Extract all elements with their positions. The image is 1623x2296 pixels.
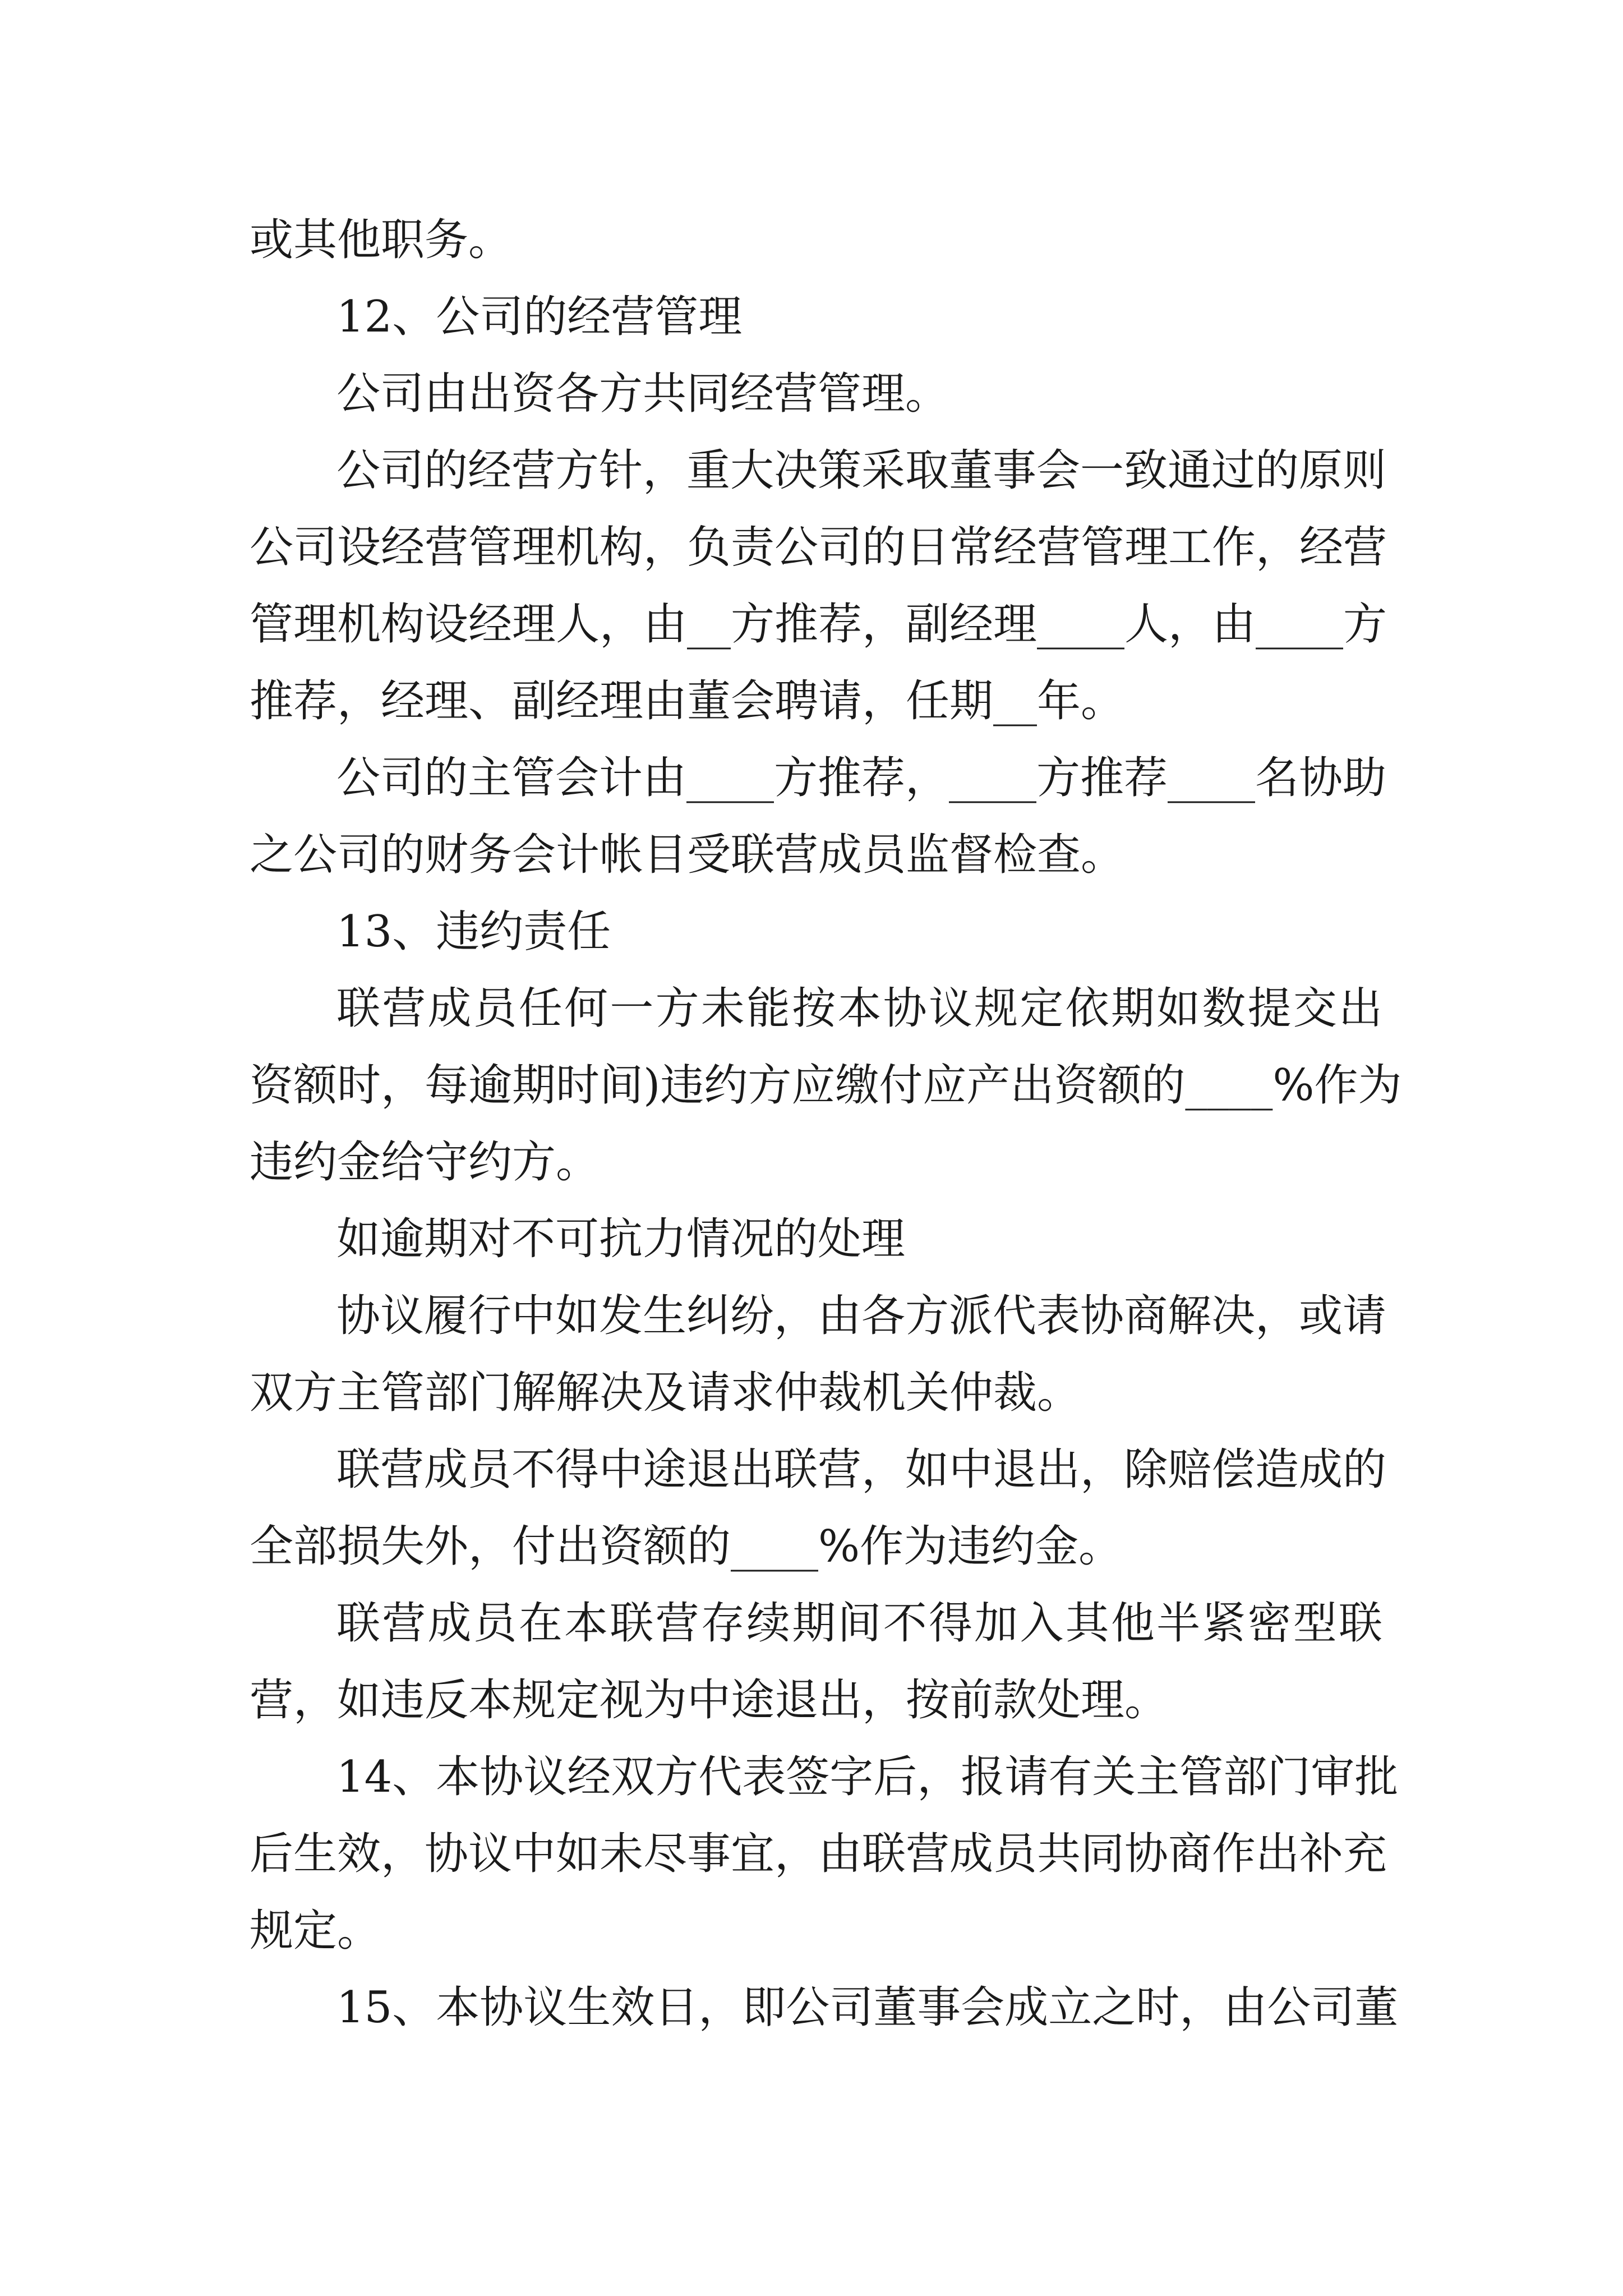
section-heading: 12、公司的经营管理	[336, 292, 743, 342]
text-line: 或其他职务。	[250, 215, 513, 265]
text-line: 联营成员不得中途退出联营，如中退出，除赔偿造成的	[336, 1444, 1387, 1495]
text-line: 全部损失外，付出资额的____%作为违约金。	[250, 1521, 1123, 1572]
text-line: 违约金给守约方。	[250, 1137, 600, 1188]
text-line: 联营成员在本联营存续期间不得加入其他半紧密型联	[336, 1598, 1382, 1649]
text-line: 公司的经营方针，重大决策采取董事会一致通过的原则	[336, 445, 1387, 496]
text-line: 营，如违反本规定视为中途退出，按前款处理。	[250, 1675, 1169, 1726]
text-line: 如逾期对不可抗力情况的处理	[336, 1214, 906, 1264]
text-line: 管理机构设经理人，由__方推荐，副经理____人，由____方	[250, 599, 1387, 650]
text-line: 资额时，每逾期时间)违约方应缴付应产出资额的____%作为	[250, 1060, 1402, 1111]
text-line: 推荐，经理、副经理由董会聘请，任期__年。	[250, 676, 1125, 726]
text-line: 之公司的财务会计帐目受联营成员监督检查。	[250, 830, 1125, 880]
text-line: 规定。	[250, 1906, 381, 1956]
text-line: 公司设经营管理机构，负责公司的日常经营管理工作，经营	[250, 522, 1387, 573]
text-line: 14、本协议经双方代表签字后，报请有关主管部门审批	[336, 1752, 1399, 1802]
text-line: 双方主管部门解解决及请求仲裁机关仲裁。	[250, 1368, 1081, 1418]
text-line: 15、本协议生效日，即公司董事会成立之时，由公司董	[336, 1982, 1399, 2033]
text-line: 联营成员任何一方未能按本协议规定依期如数提交出	[336, 983, 1382, 1034]
text-line: 公司由出资各方共同经营管理。	[336, 369, 949, 419]
text-line: 公司的主管会计由____方推荐，____方推荐____名协助	[336, 753, 1387, 803]
section-heading: 13、违约责任	[336, 907, 611, 957]
text-line: 后生效，协议中如未尽事宜，由联营成员共同协商作出补充	[250, 1829, 1387, 1879]
text-line: 协议履行中如发生纠纷，由各方派代表协商解决，或请	[336, 1291, 1387, 1341]
